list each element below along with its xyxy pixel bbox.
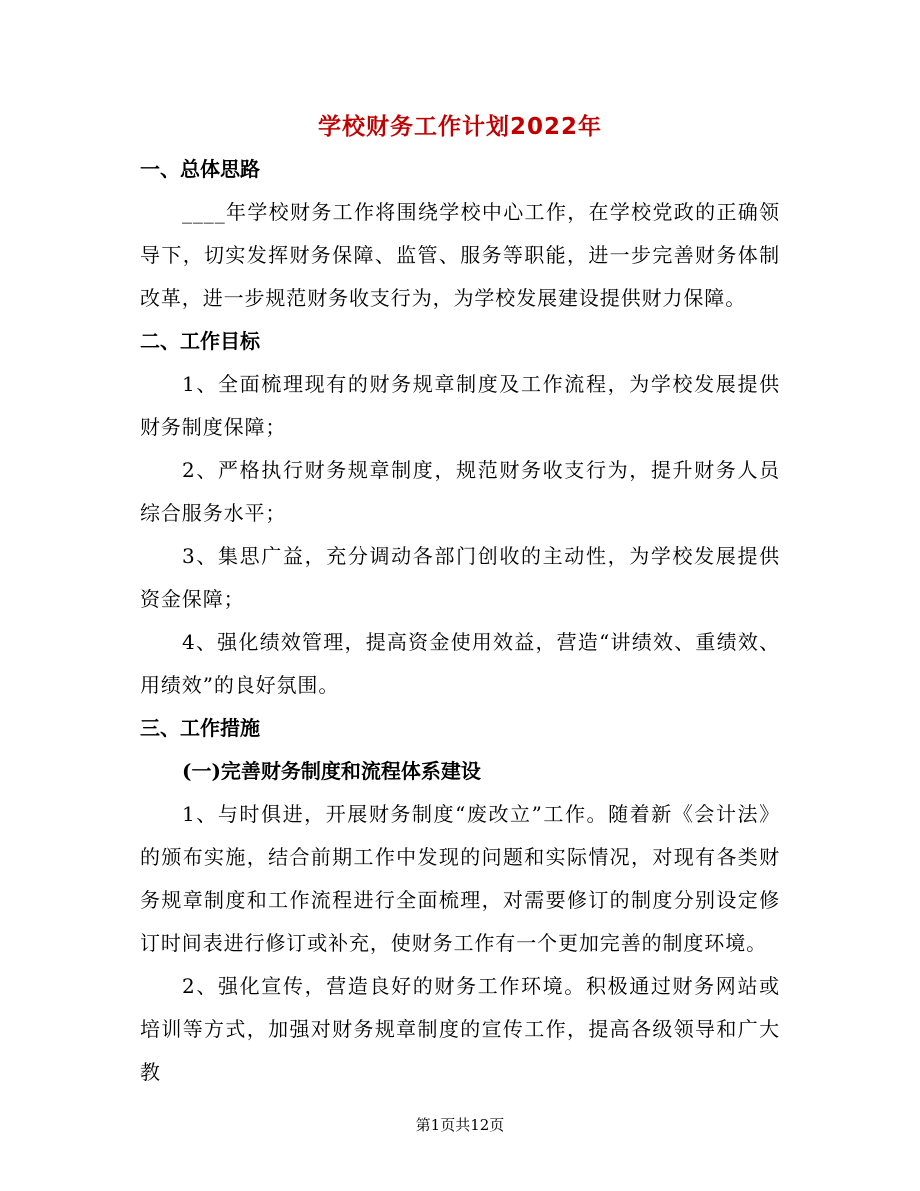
section-heading-overall-approach: 一、总体思路 <box>140 157 260 181</box>
section-heading-work-goals: 二、工作目标 <box>140 329 260 353</box>
section-heading-work-measures: 三、工作措施 <box>140 716 260 740</box>
goal-item: 1、全面梳理现有的财务规章制度及工作流程，为学校发展提供财务制度保障； <box>140 372 780 439</box>
page-number: 第1页共12页 <box>415 1116 505 1134</box>
goal-item: 4、强化绩效管理，提高资金使用效益，营造“讲绩效、重绩效、用绩效”的良好氛围。 <box>140 630 780 697</box>
measure-item: 1、与时俱进，开展财务制度“废改立”工作。随着新《会计法》的颁布实施，结合前期工作中发现的问题和实际情况，对现有各类财务规章制度和工作流程进行全面梳理，对需要修订的制度分别设定修订时间表进行修订或补充，使财务工作有一个更加完善的制度环境。 <box>140 802 780 955</box>
document-body <box>140 148 780 1094</box>
subsection-heading: (一)完善财务制度和流程体系建设 <box>182 759 481 783</box>
measure-item: 2、强化宣传，营造良好的财务工作环境。积极通过财务网站或培训等方式，加强对财务规章制度的宣传工作，提高各级领导和广大教 <box>140 974 780 1084</box>
goal-item: 3、集思广益，充分调动各部门创收的主动性，为学校发展提供资金保障； <box>140 544 780 611</box>
document-title: 学校财务工作计划2022年 <box>317 114 602 140</box>
goal-item: 2、严格执行财务规章制度，规范财务收支行为，提升财务人员综合服务水平； <box>140 458 780 525</box>
paragraph: ____年学校财务工作将围绕学校中心工作，在学校党政的正确领导下，切实发挥财务保障、监管、服务等职能，进一步完善财务体制改革，进一步规范财务收支行为，为学校发展建设提供财力保障。 <box>140 200 780 310</box>
